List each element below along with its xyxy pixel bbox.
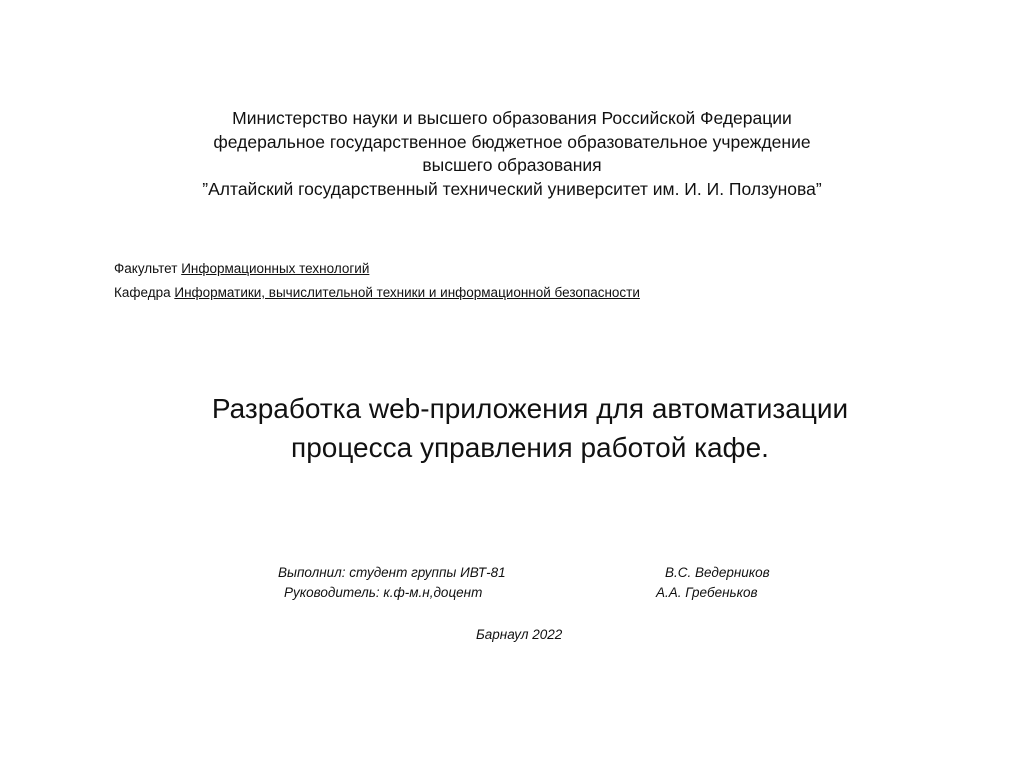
faculty-department-block	[114, 257, 640, 305]
performer-role: Выполнил: студент группы ИВТ-81	[278, 565, 506, 580]
work-title-line-1: Разработка web-приложения для автоматизации	[211, 393, 849, 424]
supervisor-name: А.А. Гребеньков	[656, 585, 758, 600]
institution-type-line: федеральное государственное бюджетное образовательное учреждение	[213, 131, 811, 152]
faculty-name: Информационных технологий	[181, 261, 370, 276]
faculty-line	[114, 257, 640, 281]
department-name: Информатики, вычислительной техники и информационной безопасности	[174, 285, 640, 300]
performer-name: В.С. Ведерников	[665, 565, 770, 580]
ministry-line: Министерство науки и высшего образования Российской Федерации	[232, 108, 792, 128]
city-year: Барнаул 2022	[476, 627, 563, 642]
faculty-label: Факультет	[114, 261, 178, 276]
education-level-line: высшего образования	[422, 155, 602, 175]
work-title	[0, 389, 1024, 467]
work-title-line-2: процесса управления работой кафе.	[291, 432, 769, 463]
supervisor-role: Руководитель: к.ф-м.н,доцент	[284, 585, 483, 600]
university-name-line: ”Алтайский государственный технический университет им. И. И. Ползунова”	[202, 178, 822, 199]
institution-header	[0, 107, 1024, 201]
department-line	[114, 281, 640, 305]
department-label: Кафедра	[114, 285, 171, 300]
